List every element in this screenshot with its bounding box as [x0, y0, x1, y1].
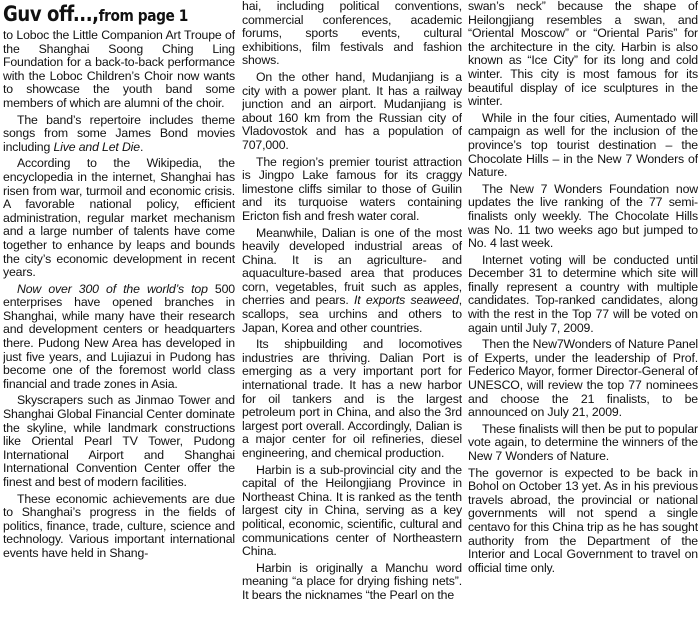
headline-main: Guv off...,	[3, 2, 99, 26]
headline-tail: from page 1	[98, 6, 188, 25]
paragraph: Internet voting will be conducted until December 31 to determine which site will finally represent a country with multiple candidates. Top-ranked candidates, along with the rest in the Top 77 will be voted on again until July 7, 2009.	[468, 252, 698, 335]
movie-title: Live and Let Die	[53, 139, 140, 154]
paragraph: On the other hand, Mudanjiang is a city with a power plant. It has a railway junction and an airport. Mudanjiang is about 160 km from the Russian city of Vladovostok and has a population of 707,000.	[242, 69, 462, 152]
paragraph-text: Meanwhile, Dalian is one of the most heavily developed industrial areas of China. It is an agriculture- and aquaculture-based area that produces corn, vegetables, fruit such as apples, cherries and pears.	[242, 225, 462, 308]
paragraph: Harbin is originally a Manchu word meaning “a place for drying fishing nets”. It bears the nicknames “the Pearl on the	[242, 560, 462, 602]
italic-text: It exports seaweed	[354, 293, 459, 308]
paragraph: Harbin is a sub-provincial city and the capital of the Heilongjiang Province in Northeast China. It is ranked as the tenth largest city in China, serving as a key political, economic, scientific, cultural and communications center of Northeastern China.	[242, 462, 462, 559]
paragraph-text: 500 enterprises have opened branches in Shanghai, while many have their research and development centers or headquarters there. Pudong New Area has developed in just five years, and Lujiazui in Pudong has become one of the foremost world class financial and trade zones in Asia.	[3, 281, 235, 391]
article-column-3	[468, 0, 698, 624]
paragraph: The New 7 Wonders Foundation now updates the live ranking of the 77 semi-finalists only weekly. The Chocolate Hills was No. 11 two weeks ago but jumped to No. 4 last week.	[468, 181, 698, 251]
headline	[3, 0, 203, 28]
paragraph	[3, 114, 235, 155]
paragraph: According to the Wikipedia, the encyclopedia in the internet, Shanghai has risen from war, turmoil and economic crisis. A favorable national policy, efficient administration, regular market mechanism and a large number of talents have come together to enhance by leaps and bounds the city’s economic development in recent years.	[3, 156, 235, 280]
article-column-2	[242, 0, 462, 624]
paragraph: Then the New7Wonders of Nature Panel of Experts, under the leadership of Prof. Federico Mayor, former Director-General of UNESCO, will review the top 77 nominees and choose the 21 finalists, to be announced on July 21, 2009.	[468, 337, 698, 420]
paragraph: The governor is expected to be back in Bohol on October 13 yet. As in his previous travels abroad, the provincial or national governments will not spend a single centavo for this China trip as he has sought authority from the Department of the Interior and Local Government to travel on official time only.	[468, 465, 698, 575]
paragraph: These finalists will then be put to popular vote again, to determine the winners of the New 7 Wonders of Nature.	[468, 421, 698, 463]
paragraph: to Loboc the Little Companion Art Troupe of the Shanghai Soong Ching Ling Foundation for a back-to-back performance with the Loboc Children’s Choir now wants to showcase the youth band some members of which are alumni of the choir.	[3, 28, 235, 110]
paragraph-text: , scallops, sea urchins and others to Japan, Korea and other countries.	[242, 293, 462, 335]
article-column-1	[3, 0, 235, 624]
paragraph: Its shipbuilding and locomotives industries are thriving. Dalian Port is emerging as a very important port for international trade. It has a new harbor for oil tankers and is the largest petroleum port in China, and also the 3rd largest port overall. Accordingly, Dalian is a major center for oil refineries, diesel engineering, and chemical production.	[242, 337, 462, 460]
paragraph-text: .	[139, 139, 144, 154]
paragraph: The region’s premier tourist attraction is Jingpo Lake famous for its craggy limestone cliffs similar to those of Guilin and its turquoise waters containing Ericton fish and fresh water coral.	[242, 154, 462, 223]
italic-text: Now over 300 of the world’s top	[17, 281, 208, 296]
paragraph: While in the four cities, Aumentado will campaign as well for the inclusion of the province’s top tourist destination – the Chocolate Hills – in the New 7 Wonders of Nature.	[468, 110, 698, 180]
paragraph	[242, 227, 462, 336]
paragraph: hai, including political conventions, commercial conferences, academic forums, sports events, cultural exhibitions, film festivals and fashion shows.	[242, 0, 462, 68]
paragraph: swan’s neck” because the shape of Heilongjiang resembles a swan, and “Oriental Moscow” or “Oriental Paris” for the architecture in the city. Harbin is also known as “Ice City” for its long and cold winter. This city is most famous for its beautiful display of ice sculptures in the winter.	[468, 0, 698, 109]
paragraph: Skyscrapers such as Jinmao Tower and Shanghai Global Financial Center dominate the skyline, while landmark constructions like Oriental Pearl TV Tower, Pudong International Airport and Shanghai International Convention Center offer the finest and best of modern facilities.	[3, 393, 235, 489]
paragraph: These economic achievements are due to Shanghai’s progress in the fields of politics, finance, trade, culture, science and technology. Various important international events have held in Shang-	[3, 491, 235, 560]
paragraph	[3, 283, 235, 392]
paragraph-text: The band’s repertoire includes theme songs from some James Bond movies including	[3, 112, 235, 154]
